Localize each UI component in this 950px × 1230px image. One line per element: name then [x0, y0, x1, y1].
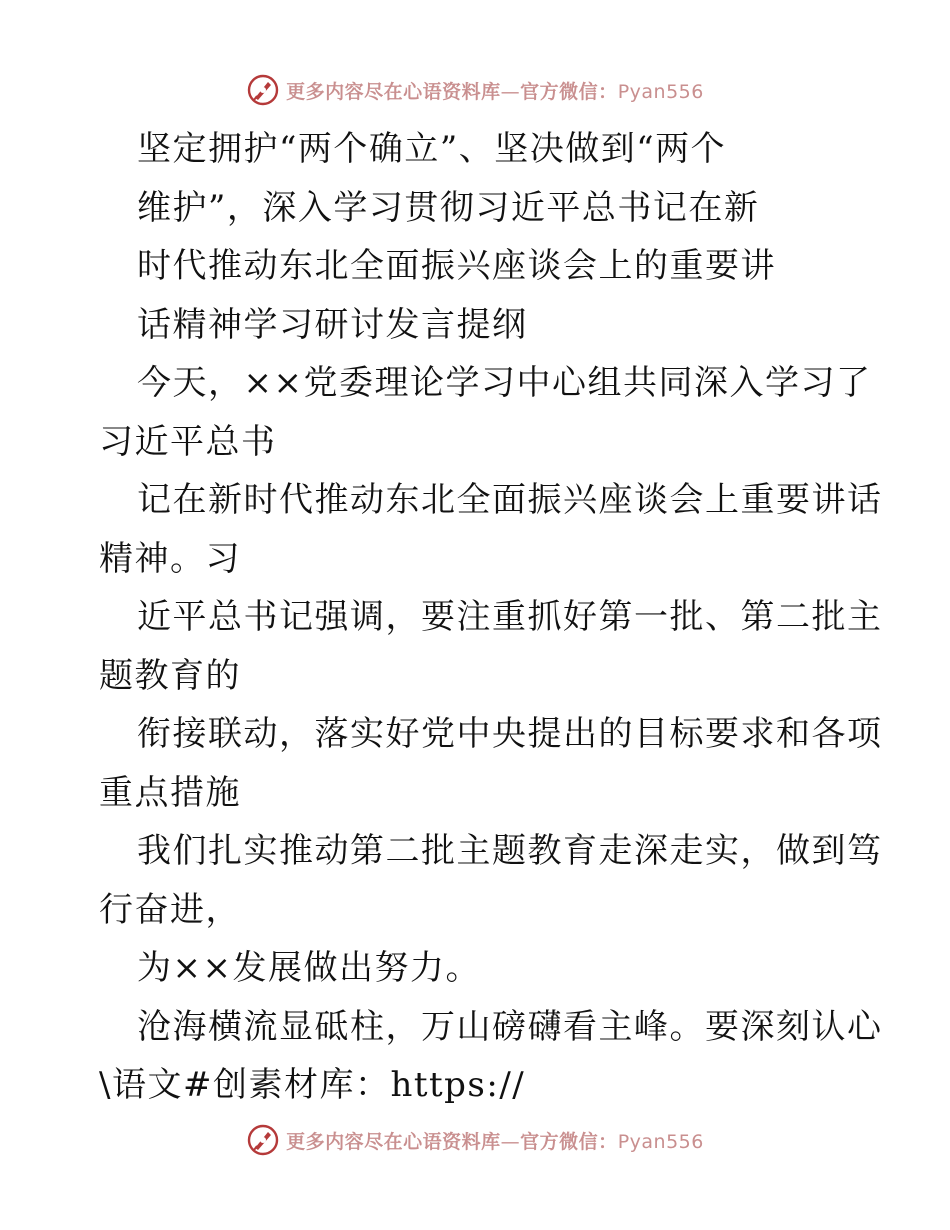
feather-pen-logo-icon: [246, 73, 280, 107]
watermark-handle: Pyan556: [617, 1130, 704, 1153]
watermark-brand: 更多内容尽在心语资料库: [286, 1130, 501, 1153]
feather-pen-logo-icon: [246, 1123, 280, 1157]
body-line: 行奋进，: [99, 889, 241, 930]
watermark-brand: 更多内容尽在心语资料库: [286, 80, 501, 103]
document-body: [99, 120, 883, 1115]
watermark-text: [286, 1127, 704, 1154]
watermark-handle: Pyan556: [617, 80, 704, 103]
body-line: 习近平总书: [99, 421, 277, 462]
body-line: 我们扎实推动第二批主题教育走深走实，做到笃: [137, 831, 883, 871]
watermark-text: [286, 77, 704, 104]
watermark-official: 官方微信：: [520, 1130, 618, 1153]
body-line: 话精神学习研讨发言提纲: [137, 304, 528, 345]
body-line: 衔接联动，落实好党中央提出的目标要求和各项: [137, 714, 883, 754]
watermark-official: 官方微信：: [520, 80, 618, 103]
body-line: 维护”，深入学习贯彻习近平总书记在新: [137, 187, 760, 228]
body-line: \语文#创素材库：https://: [99, 1065, 526, 1105]
body-line: 沧海横流显砥柱，万山磅礴看主峰。要深刻认心: [137, 1006, 883, 1047]
body-line: 为××发展做出努力。: [137, 948, 481, 988]
body-line: 重点措施: [99, 772, 241, 813]
body-line: 题教育的: [99, 655, 241, 696]
body-line: 坚定拥护“两个确立”、坚决做到“两个: [137, 129, 727, 169]
footer-watermark: [0, 1120, 950, 1160]
body-line: 今天，××党委理论学习中心组共同深入学习了: [137, 363, 872, 403]
body-line: 记在新时代推动东北全面振兴座谈会上重要讲话: [137, 480, 883, 520]
watermark-separator: —: [500, 80, 521, 103]
body-line: 近平总书记强调，要注重抓好第一批、第二批主: [137, 597, 883, 637]
body-line: 精神。习: [99, 538, 241, 579]
header-watermark: [0, 70, 950, 110]
watermark-separator: —: [500, 1130, 521, 1153]
body-line: 时代推动东北全面振兴座谈会上的重要讲: [137, 246, 776, 286]
